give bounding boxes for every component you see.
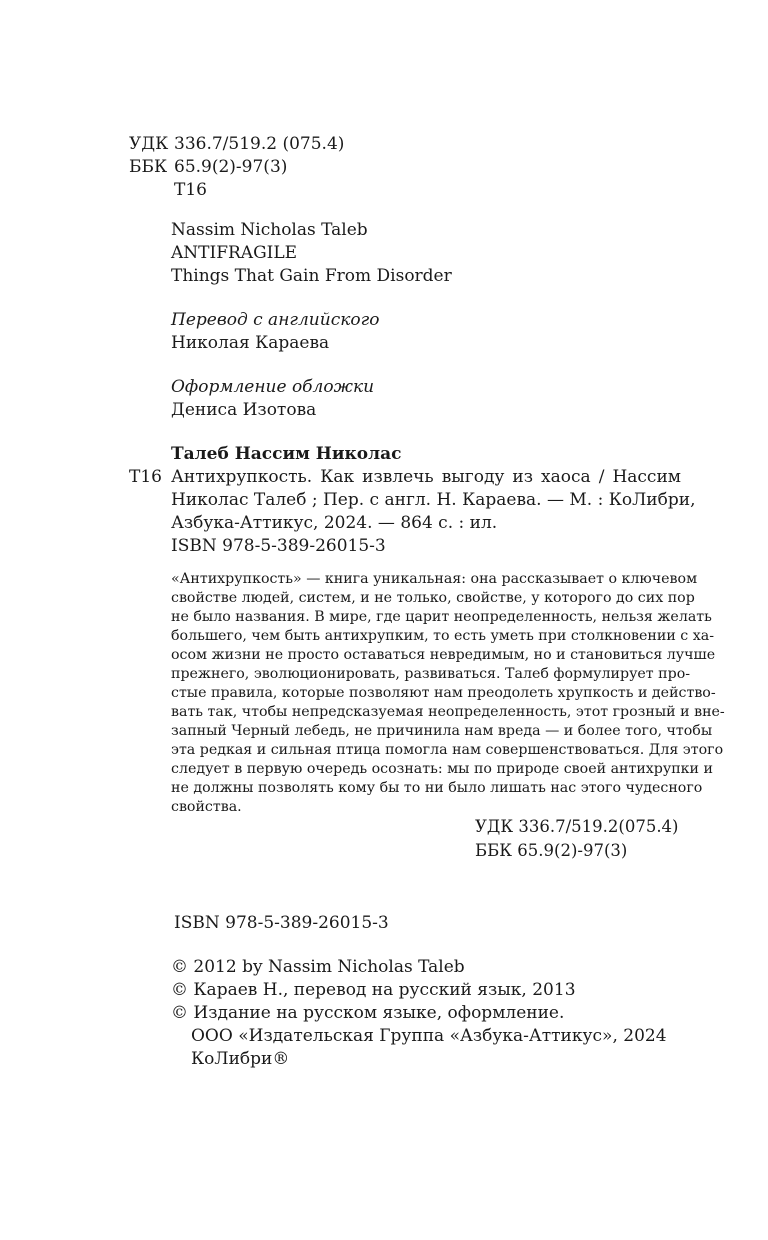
copyright-line: КоЛибри® [191, 1049, 290, 1069]
original-subtitle: Things That Gain From Disorder [171, 266, 452, 286]
annotation-line: стые правила, которые позволяют нам преодолеть хрупкость и действо- [171, 685, 716, 701]
bib-isbn: ISBN 978-5-389-26015-3 [171, 536, 386, 556]
bib-line: Антихрупкость. Как извлечь выгоду из хаоса / Нассим [171, 467, 681, 487]
annotation [171, 570, 725, 817]
copyright-line: ООО «Издательская Группа «Азбука-Аттикус», 2024 [191, 1026, 667, 1046]
copyright-line: © Издание на русском языке, оформление. [171, 1003, 565, 1023]
annotation-line: эта редкая и сильная птица помогла нам совершенствоваться. Для этого [171, 742, 724, 758]
udk-right: УДК 336.7/519.2(075.4) [475, 817, 679, 836]
cover-label: Оформление обложки [171, 377, 375, 397]
bib-line: Николас Талеб ; Пер. с англ. Н. Караева. — М. : КоЛибри, [171, 490, 696, 510]
annotation-line: «Антихрупкость» — книга уникальная: она рассказывает о ключевом [171, 571, 698, 587]
isbn-footer: ISBN 978-5-389-26015-3 [174, 913, 389, 933]
annotation-line: вать так, чтобы непредсказуемая неопределенность, этот грозный и вне- [171, 704, 725, 720]
bib-line: Азбука-Аттикус, 2024. — 864 с. : ил. [171, 513, 498, 533]
bbk-line [129, 156, 287, 178]
translation-label: Перевод с английского [171, 310, 380, 330]
copyright-line: © 2012 by Nassim Nicholas Taleb [171, 957, 465, 977]
annotation-line: осом жизни не просто оставаться невредимым, но и становиться лучше [171, 647, 716, 663]
bib-mark: Т16 [129, 467, 162, 487]
udk-line [129, 133, 344, 155]
codes-right [475, 815, 679, 863]
bbk-label: ББК [129, 157, 168, 177]
annotation-line: запный Черный лебедь, не причинила нам вреда — и более того, чтобы [171, 723, 713, 739]
bib-description [171, 466, 696, 558]
annotation-line: свойства. [171, 799, 242, 815]
translator-name: Николая Караева [171, 333, 330, 353]
udk-label: УДК [129, 134, 169, 154]
udk-value: 336.7/519.2 (075.4) [174, 134, 345, 154]
annotation-line: следует в первую очередь осознать: мы по природе своей антихрупки и [171, 761, 713, 777]
annotation-line: не было названия. В мире, где царит неопределенность, нельзя желать [171, 609, 712, 625]
cover-designer-name: Дениса Изотова [171, 400, 317, 420]
original-author: Nassim Nicholas Taleb [171, 220, 368, 240]
annotation-line: свойстве людей, систем, и не только, свойстве, у которого до сих пор [171, 590, 695, 606]
copyright-line: © Караев Н., перевод на русский язык, 2013 [171, 980, 576, 1000]
bbk-value: 65.9(2)-97(3) [174, 157, 288, 177]
annotation-line: прежнего, эволюционировать, развиваться. Талеб формулирует про- [171, 666, 691, 682]
annotation-line: не должны позволять кому бы то ни было лишать нас этого чудесного [171, 780, 703, 796]
author-mark: Т16 [174, 180, 207, 200]
bib-heading: Талеб Нассим Николас [171, 444, 402, 464]
bbk-right: ББК 65.9(2)-97(3) [475, 841, 628, 860]
original-title: ANTIFRAGILE [171, 243, 298, 263]
annotation-line: большего, чем быть антихрупким, то есть уметь при столкновении с ха- [171, 628, 714, 644]
